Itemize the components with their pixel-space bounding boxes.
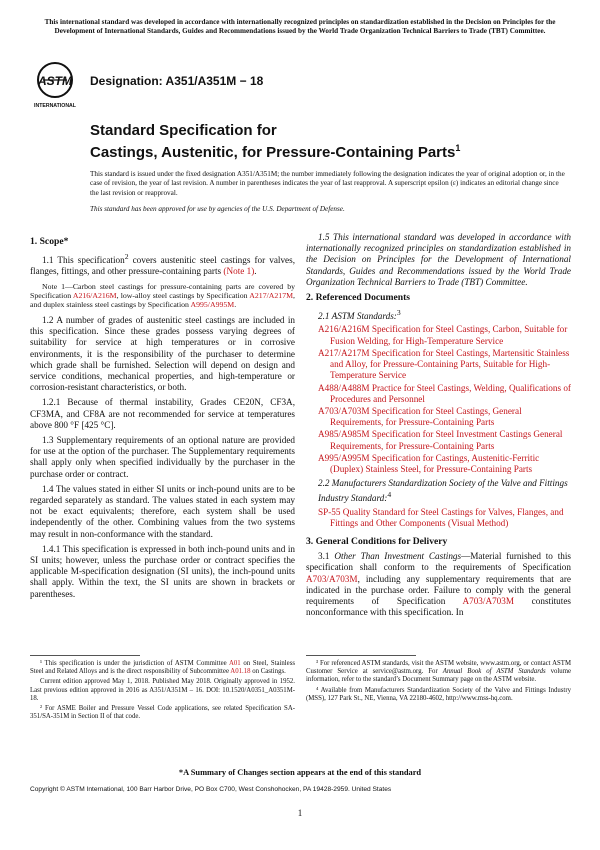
para-1-4: 1.4 The values stated in either SI units or inch-pound units are to be regarded separately as standard. The values stated in each system may not be exact equivalents; therefore, each system shall be used independently of the other. Combining values from the two systems may result in non-conformance with the standard. [30,483,295,539]
para-1-1 [30,251,295,277]
mss-label: 2.2 Manufacturers Standardization Society of the Valve and Fittings Industry Standard:$^4$ [318,478,568,504]
para-1-4-1: 1.4.1 This specification is expressed in both inch-pound units and in SI units; however, unless the purchase order or contract specifies the applicable M-specification designation (SI units), the inch-pound units shall apply. Within the text, the SI units are shown in brackets or parentheses. [30,543,295,599]
footnote-ref[interactable]: 2 [124,252,129,262]
page-number: 1 [297,808,303,818]
right-column [306,232,571,622]
copyright: Copyright © ASTM International, 100 Barr Harbor Drive, PO Box C700, West Conshohocken, PA 19428-2959. United States [30,786,392,793]
ref-a217[interactable]: A217/A217M Specification for Steel Castings, Martensitic Stainless and Alloy, for Pressure-Containing Parts, Suitable for High-Temperature Service [318,347,570,381]
left-column [30,232,295,604]
issued-note: This standard is issued under the fixed designation A351/A351M; the number immediately following the designation indicates the year of original adoption or, in the case of revision, the year of last revision. A number in parentheses indicates the year of last reapproval. A superscript epsilon (ε) indicates an editorial change since the last revision or reapproval. [90,170,565,197]
para-1-2-1: 1.2.1 Because of thermal instability, Grades CE20N, CF3A, CF3MA, and CF8A are not recommended for service at temperatures above 800 °F [425 °C]. [30,397,295,430]
ref-a216[interactable]: A216/A216M Specification for Steel Castings, Carbon, Suitable for Fusion Welding, for High-Temperature Service [318,324,568,346]
summary-of-changes-note: *A Summary of Changes section appears at the end of this standard [178,768,422,777]
logo-subtext: INTERNATIONAL [34,103,76,109]
para-text: covers austenitic steel castings for valves, flanges, fittings, and other pressure-containing parts [30,255,295,277]
dod-approval: This standard has been approved for use by agencies of the U.S. Department of Defense. [90,205,345,213]
para-text: 1.1 This specification [42,255,125,266]
link-a703[interactable]: A703/A703M [462,596,515,607]
ref-a488[interactable]: A488/A488M Practice for Steel Castings, Welding, Qualifications of Procedures and Personnel [318,382,571,404]
astm-standards-label: 2.1 ASTM Standards:$^3$ [318,308,401,322]
para-text: . [254,266,257,277]
para-1-5: 1.5 This international standard was developed in accordance with internationally recognized principles on standardization established in the Decision on Principles for the Development of International Standards, Guides and Recommendations issued by the World Trade Organization Technical Barriers to Trade (TBT) Committee. [306,232,571,287]
general-conditions-heading: 3. General Conditions for Delivery [306,536,448,547]
title-line-2 [90,139,460,162]
link-a01-18[interactable]: A01.18 [230,668,251,676]
footnote-ref[interactable]: 4 [387,490,392,500]
ref-sp55[interactable]: SP-55 Quality Standard for Steel Castings for Valves, Flanges, and Fittings and Other Components (Visual Method) [318,506,564,528]
para-3-1: 3.1 Other Than Investment Castings—Material furnished to this specification shall conform to the requirements of Specification A703/A703M, including any supplementary requirements that are indicated in the purchase order. Failure to comply with the general requirements of Specification A703/A703M constitutes nonconformance with this specification. In [306,551,571,618]
footnote-1: ¹ This specification is under the jurisdiction of ASTM Committee A01 on Steel, Stainless Steel and Related Alloys and is the direct responsibility of Subcommittee A01.18 on Castings. [30,660,295,676]
referenced-documents-heading: 2. Referenced Documents [306,292,410,304]
ref-a995[interactable]: A995/A995M Specification for Castings, Austenitic-Ferritic (Duplex) Stainless Steel, for Pressure-Containing Parts [318,452,540,474]
title-text: Castings, Austenitic, for Pressure-Containing Parts [90,144,456,161]
ref-a985[interactable]: A985/A985M Specification for Steel Investment Castings General Requirements, for Pressure-Containing Parts [318,429,563,451]
footnote-rule-right [306,655,416,656]
footnote-1-edition: Current edition approved May 1, 2018. Published May 2018. Originally approved in 1952. Last previous edition approved in 2016 as A351/A351M – 16. DOI: 10.1520/A0351_A0351M-18. [30,678,295,702]
link-a01[interactable]: A01 [228,660,241,667]
ref-a703[interactable]: A703/A703M Specification for Steel Castings, General Requirements, for Pressure-Containing Parts [318,405,522,428]
para-1-3: 1.3 Supplementary requirements of an optional nature are provided for use at the option of the purchaser. The Supplementary requirements shall apply only when specified individually by the purchaser in the purchase order or contract. [30,434,295,479]
scope-heading: 1. Scope* [30,236,69,247]
development-notice: This international standard was developed in accordance with internationally recognized principles on standardization established in the Decision on Principles for the Development of International Standards, Guides and Recommendations issued by the World Trade Organization Technical Barriers to Trade (TBT) Committee. [44,18,556,35]
link-a216[interactable]: A216/A216M [72,291,117,301]
designation: Designation: A351/A351M − 18 [90,74,264,88]
footnotes-right [306,660,571,705]
link-a703[interactable]: A703/A703M [306,573,358,584]
link-a217[interactable]: A217/A217M [249,291,294,301]
footnote-3: ³ For referenced ASTM standards, visit the ASTM website, www.astm.org, or contact ASTM Customer Service at service@astm.org. For Annual Book of ASTM Standards volume information, refer to the standard’s Document Summary page on the ASTM website. [306,660,571,684]
note-link[interactable]: (Note 1) [223,266,255,277]
link-a995[interactable]: A995/A995M [190,300,235,310]
footnote-4: ⁴ Available from Manufacturers Standardization Society of the Valve and Fittings Industry (MSS), 127 Park St., NE, Vienna, VA 22180-4602, http://www.mss-hq.com. [306,686,571,702]
footnote-rule-left [30,655,140,656]
para-1-2: 1.2 A number of grades of austenitic steel castings are included in this specification. Since these grades possess varying degrees of suitability for service at high temperatures or in corrosive environments, it is the responsibility of the purchaser to determine which grade shall be furnished. Selection will depend on design and service conditions, mechanical properties, and high-temperature or corrosion-resistant characteristics, or both. [30,314,295,393]
astm-logo [34,60,76,110]
logo-text: ASTM [38,74,72,88]
note-1: Note 1—Carbon steel castings for pressure-containing parts are covered by Specification A216/A216M, low-alloy steel castings by Specification A217/A217M, and duplex stainless steel castings by Specification A995/A995M. [30,281,295,310]
footnotes-left [30,660,295,723]
footnote-2: ² For ASME Boiler and Pressure Vessel Code applications, see related Specification SA-351/SA-351M in Section II of that code. [30,705,295,721]
title-line-1: Standard Specification for [90,122,277,139]
title-footnote-ref[interactable]: 1 [455,143,461,153]
footnote-ref[interactable]: 3 [396,308,401,318]
